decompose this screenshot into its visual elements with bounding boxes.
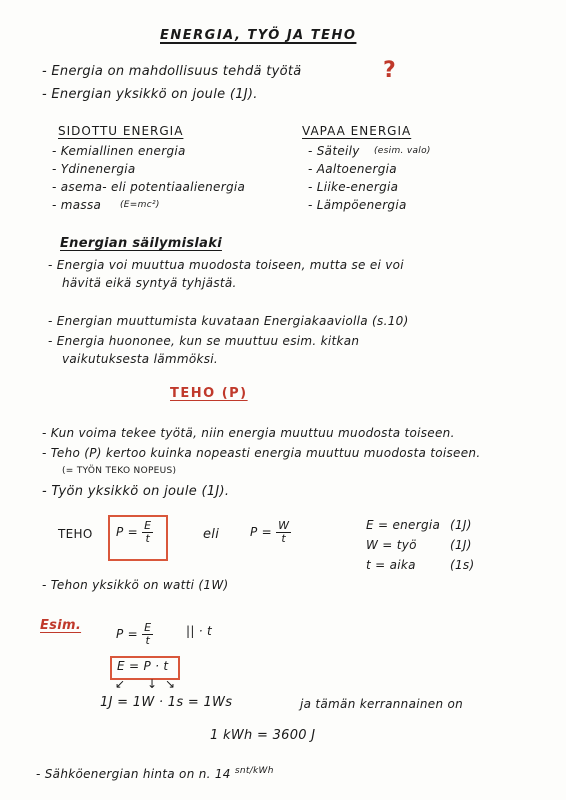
legend-tyo-unit: (1J) <box>450 538 472 552</box>
eli-text: eli <box>203 527 220 542</box>
formula2-fraction <box>276 520 291 545</box>
vapaa-item-2: - Aaltoenergia <box>308 162 397 176</box>
formula-fraction <box>142 520 153 545</box>
price-unit: snt/kWh <box>234 766 274 776</box>
vapaa-item-4: - Lämpöenergia <box>308 198 407 212</box>
page-title: ENERGIA, TYÖ JA TEHO <box>160 28 357 43</box>
legend-aika: t = aika <box>366 558 416 572</box>
muuttuminen-line-3: vaikutuksesta lämmöksi. <box>62 352 219 366</box>
teho-line-3: (= TYÖN TEKO NOPEUS) <box>62 466 177 476</box>
esim-eq-line: 1J = 1W · 1s = 1Ws <box>100 695 233 710</box>
formula2-den: t <box>281 532 287 545</box>
sailymislaki-line-1: - Energia voi muuttua muodosta toiseen, mutta se ei voi <box>48 258 404 272</box>
esim-fraction <box>142 622 153 647</box>
esim-kwh: 1 kWh = 3600 J <box>210 728 316 743</box>
sidottu-item-1: - Kemiallinen energia <box>52 144 186 158</box>
esim-formula-p: P = <box>116 627 139 641</box>
formula2-p: P = <box>250 525 273 539</box>
sidottu-item-2: - Ydinenergia <box>52 162 136 176</box>
intro-line-2: - Energian yksikkö on joule (1J). <box>42 87 258 102</box>
esim-label: Esim. <box>40 618 82 633</box>
formula-num: E <box>144 519 152 532</box>
muuttuminen-line-2: - Energia huononee, kun se muuttuu esim. kitkan <box>48 334 360 348</box>
sailymislaki-header: Energian säilymislaki <box>60 236 222 251</box>
teho-line-2: - Teho (P) kertoo kuinka nopeasti energia muuttuu muodosta toiseen. <box>42 446 481 460</box>
question-mark: ? <box>383 58 396 83</box>
arrow-right: ↘ <box>165 677 176 691</box>
vapaa-header: VAPAA ENERGIA <box>302 124 412 138</box>
formula-p: P = <box>116 525 139 539</box>
formula-main <box>116 520 153 545</box>
intro-line-1: - Energia on mahdollisuus tehdä työtä <box>42 64 302 79</box>
price-line <box>36 766 274 781</box>
esim-num: E <box>144 621 152 634</box>
teho-line-4: - Työn yksikkö on joule (1J). <box>42 484 230 499</box>
esim-den: t <box>145 634 151 647</box>
price-prefix: - Sähköenergian hinta on n. 14 <box>36 767 231 781</box>
formula-den: t <box>145 532 151 545</box>
arrow-left: ↙ <box>115 677 126 691</box>
esim-boxed: E = P · t <box>117 659 169 673</box>
formula2 <box>250 520 291 545</box>
legend-tyo: W = työ <box>366 538 417 552</box>
vapaa-item-3: - Liike-energia <box>308 180 399 194</box>
esim-eq-tail: ja tämän kerrannainen on <box>300 697 464 711</box>
sailymislaki-line-2: hävitä eikä syntyä tyhjästä. <box>62 276 237 290</box>
massa-note: (E=mc²) <box>120 200 160 210</box>
formula-label: TEHO <box>58 527 93 541</box>
esim-multiply: || · t <box>186 624 213 638</box>
muuttuminen-line-1: - Energian muuttumista kuvataan Energiakaaviolla (s.10) <box>48 314 409 328</box>
legend-energia-unit: (1J) <box>450 518 472 532</box>
watti-line: - Tehon yksikkö on watti (1W) <box>42 578 229 592</box>
vapaa-item-1: - Säteily <box>308 144 360 158</box>
teho-header: TEHO (P) <box>170 386 248 401</box>
sidottu-item-4: - massa <box>52 198 102 212</box>
teho-line-1: - Kun voima tekee työtä, niin energia muuttuu muodosta toiseen. <box>42 426 455 440</box>
sidottu-header: SIDOTTU ENERGIA <box>58 124 184 138</box>
sateily-note: (esim. valo) <box>374 146 431 156</box>
formula2-num: W <box>278 519 290 532</box>
arrow-mid: ↓ <box>147 677 158 691</box>
sidottu-item-3: - asema- eli potentiaalienergia <box>52 180 246 194</box>
legend-aika-unit: (1s) <box>450 558 475 572</box>
esim-formula <box>116 622 153 647</box>
legend-energia: E = energia <box>366 518 441 532</box>
